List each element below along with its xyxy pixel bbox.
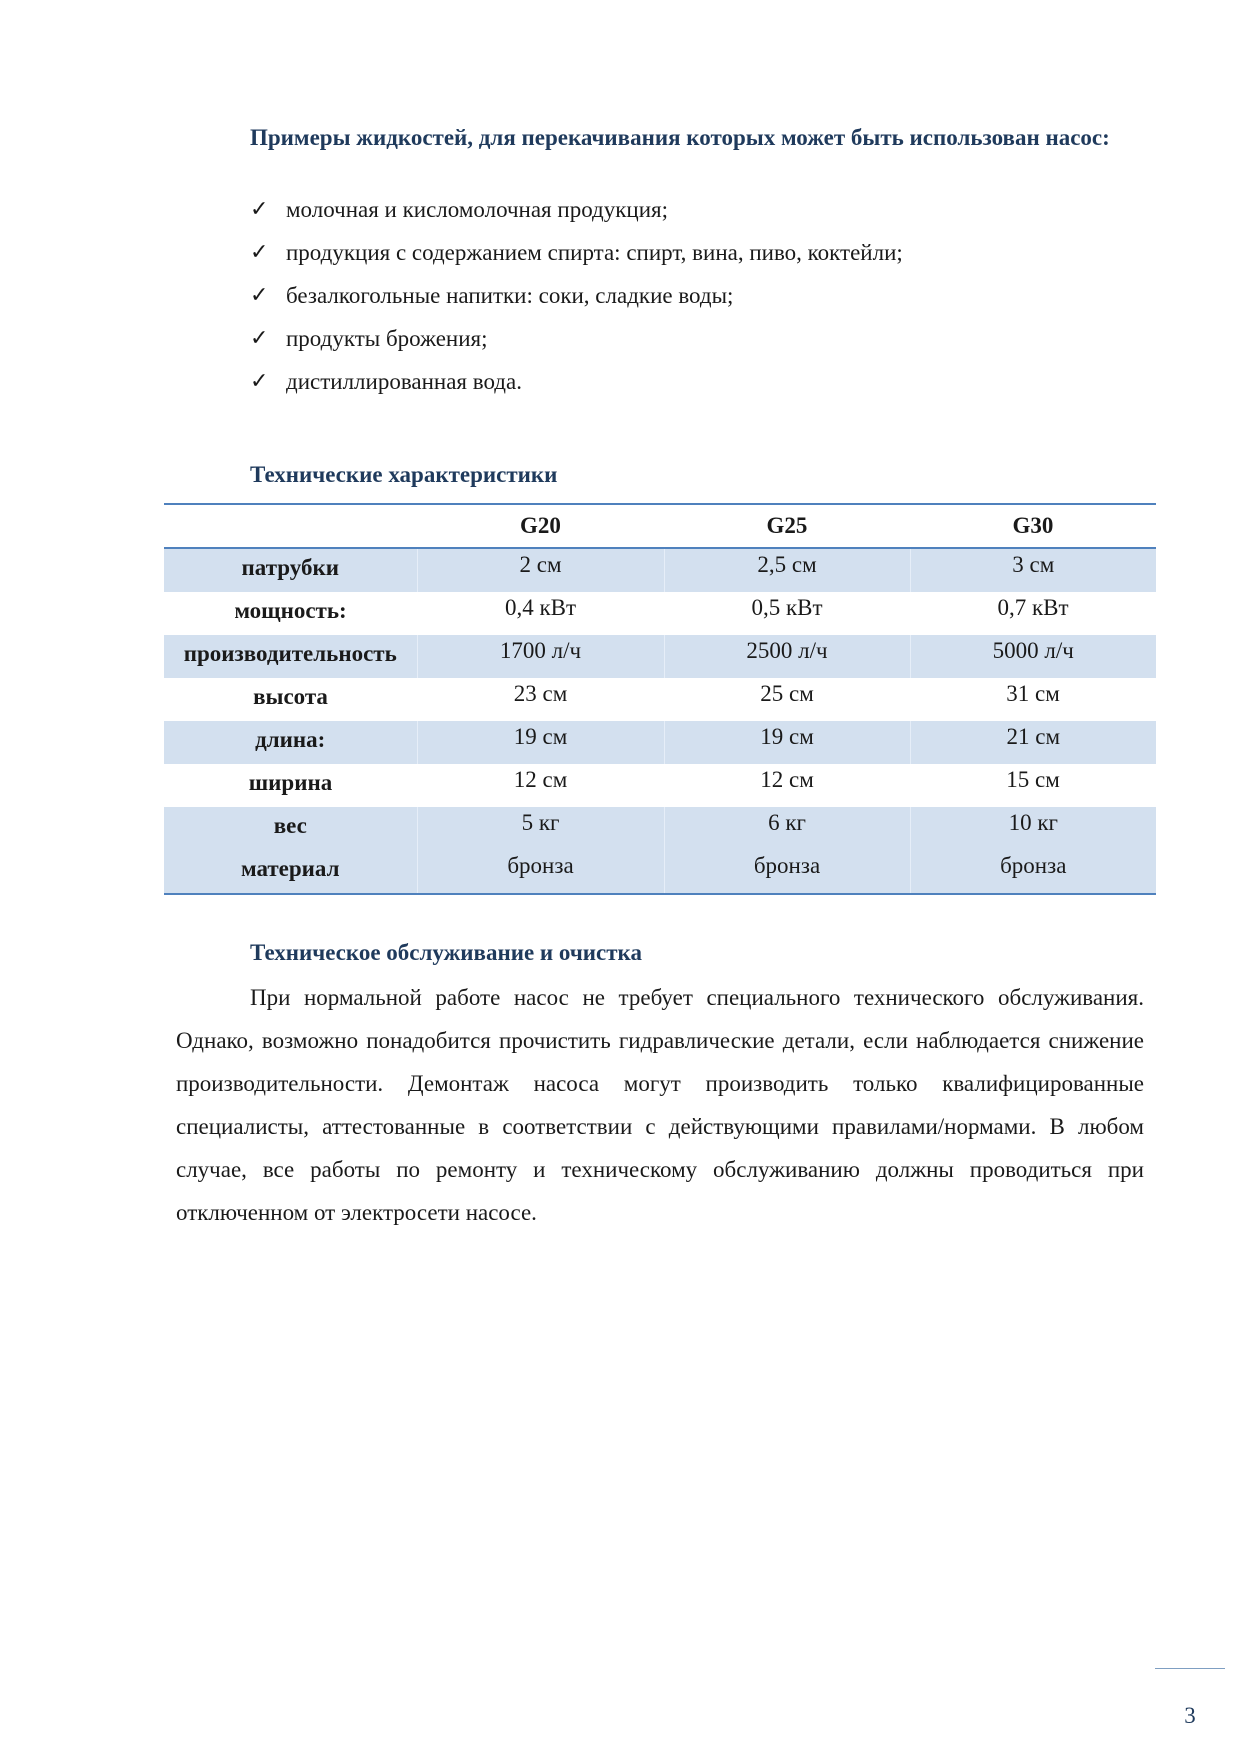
- list-item: [250, 284, 903, 327]
- list-item: [250, 327, 903, 370]
- table-cell: 3 см: [910, 548, 1156, 592]
- list-item-text: дистиллированная вода.: [286, 369, 522, 394]
- table-cell: 2,5 см: [664, 548, 910, 592]
- table-cell: 1700 л/ч: [417, 635, 664, 678]
- row-label: вес: [164, 807, 417, 850]
- table-cell: бронза: [664, 850, 910, 894]
- column-header-g20: G20: [520, 513, 561, 538]
- table-cell: 0,4 кВт: [504, 595, 577, 620]
- table-cell: 0,7 кВт: [997, 595, 1069, 620]
- table-row: [164, 635, 1156, 678]
- table-cell: 23 см: [513, 681, 568, 706]
- table-cell: 6 кг: [664, 807, 910, 850]
- table-cell: 5000 л/ч: [910, 635, 1156, 678]
- row-label: длина:: [164, 721, 417, 764]
- table-cell: 12 см: [513, 767, 568, 792]
- table-row: [164, 850, 1156, 894]
- table-cell: бронза: [910, 850, 1156, 894]
- list-item: [250, 241, 903, 284]
- list-item-text: молочная и кисломолочная продукция;: [286, 197, 668, 222]
- table-row: [164, 592, 1156, 635]
- column-header-g30: G30: [1012, 513, 1054, 538]
- table-cell: 19 см: [664, 721, 910, 764]
- table-row: [164, 764, 1156, 807]
- footer-divider: [1155, 1668, 1225, 1669]
- liquids-checklist: [250, 198, 903, 413]
- row-label: высота: [253, 684, 328, 709]
- intro-heading: Примеры жидкостей, для перекачивания которых может быть использован насос:: [250, 125, 1110, 150]
- table-row: [164, 807, 1156, 850]
- table-cell: бронза: [417, 850, 664, 894]
- table-row: [164, 678, 1156, 721]
- table-cell: 31 см: [1006, 681, 1060, 706]
- table-row: [164, 721, 1156, 764]
- row-label: материал: [164, 850, 417, 894]
- column-header-g25: G25: [766, 513, 808, 538]
- row-label: производительность: [164, 635, 417, 678]
- table-cell: 0,5 кВт: [751, 595, 823, 620]
- page-number: 3: [1184, 1703, 1196, 1728]
- check-icon: ✓: [250, 326, 269, 351]
- row-label: патрубки: [164, 548, 417, 592]
- check-icon: ✓: [250, 369, 269, 394]
- list-item: [250, 370, 903, 413]
- maintenance-title: Техническое обслуживание и очистка: [250, 940, 642, 965]
- specs-table: [164, 503, 1156, 895]
- table-cell: 15 см: [1006, 767, 1060, 792]
- maintenance-paragraph: При нормальной работе насос не требует специального технического обслуживания. Однако, возможно понадобится прочистить гидравлические детали, если наблюдается снижение производительности. Демонтаж насоса могут производить только квалифицированные специалисты, аттестованные в соответствии с действующими правилами/нормами. В любом случае, все работы по ремонту и техническому обслуживанию должны проводиться при отключенном от электросети насосе.: [176, 985, 1144, 1225]
- table-cell: 25 см: [760, 681, 814, 706]
- table-cell: 2 см: [417, 548, 664, 592]
- list-item-text: продукты брожения;: [286, 326, 488, 351]
- list-item-text: продукция с содержанием спирта: спирт, вина, пиво, коктейли;: [286, 240, 903, 265]
- row-label: ширина: [248, 770, 333, 795]
- list-item-text: безалкогольные напитки: соки, сладкие воды;: [286, 283, 734, 308]
- specs-title: Технические характеристики: [250, 462, 558, 487]
- table-cell: 19 см: [417, 721, 664, 764]
- table-cell: 12 см: [760, 767, 814, 792]
- table-header-row: [164, 504, 1156, 548]
- check-icon: ✓: [250, 240, 269, 265]
- table-row: [164, 548, 1156, 592]
- column-header-empty: [164, 504, 417, 548]
- table-cell: 2500 л/ч: [664, 635, 910, 678]
- check-icon: ✓: [250, 197, 269, 222]
- table-cell: 10 кг: [910, 807, 1156, 850]
- table-cell: 21 см: [910, 721, 1156, 764]
- table-cell: 5 кг: [417, 807, 664, 850]
- check-icon: ✓: [250, 283, 269, 308]
- row-label: мощность:: [234, 598, 347, 623]
- list-item: [250, 198, 903, 241]
